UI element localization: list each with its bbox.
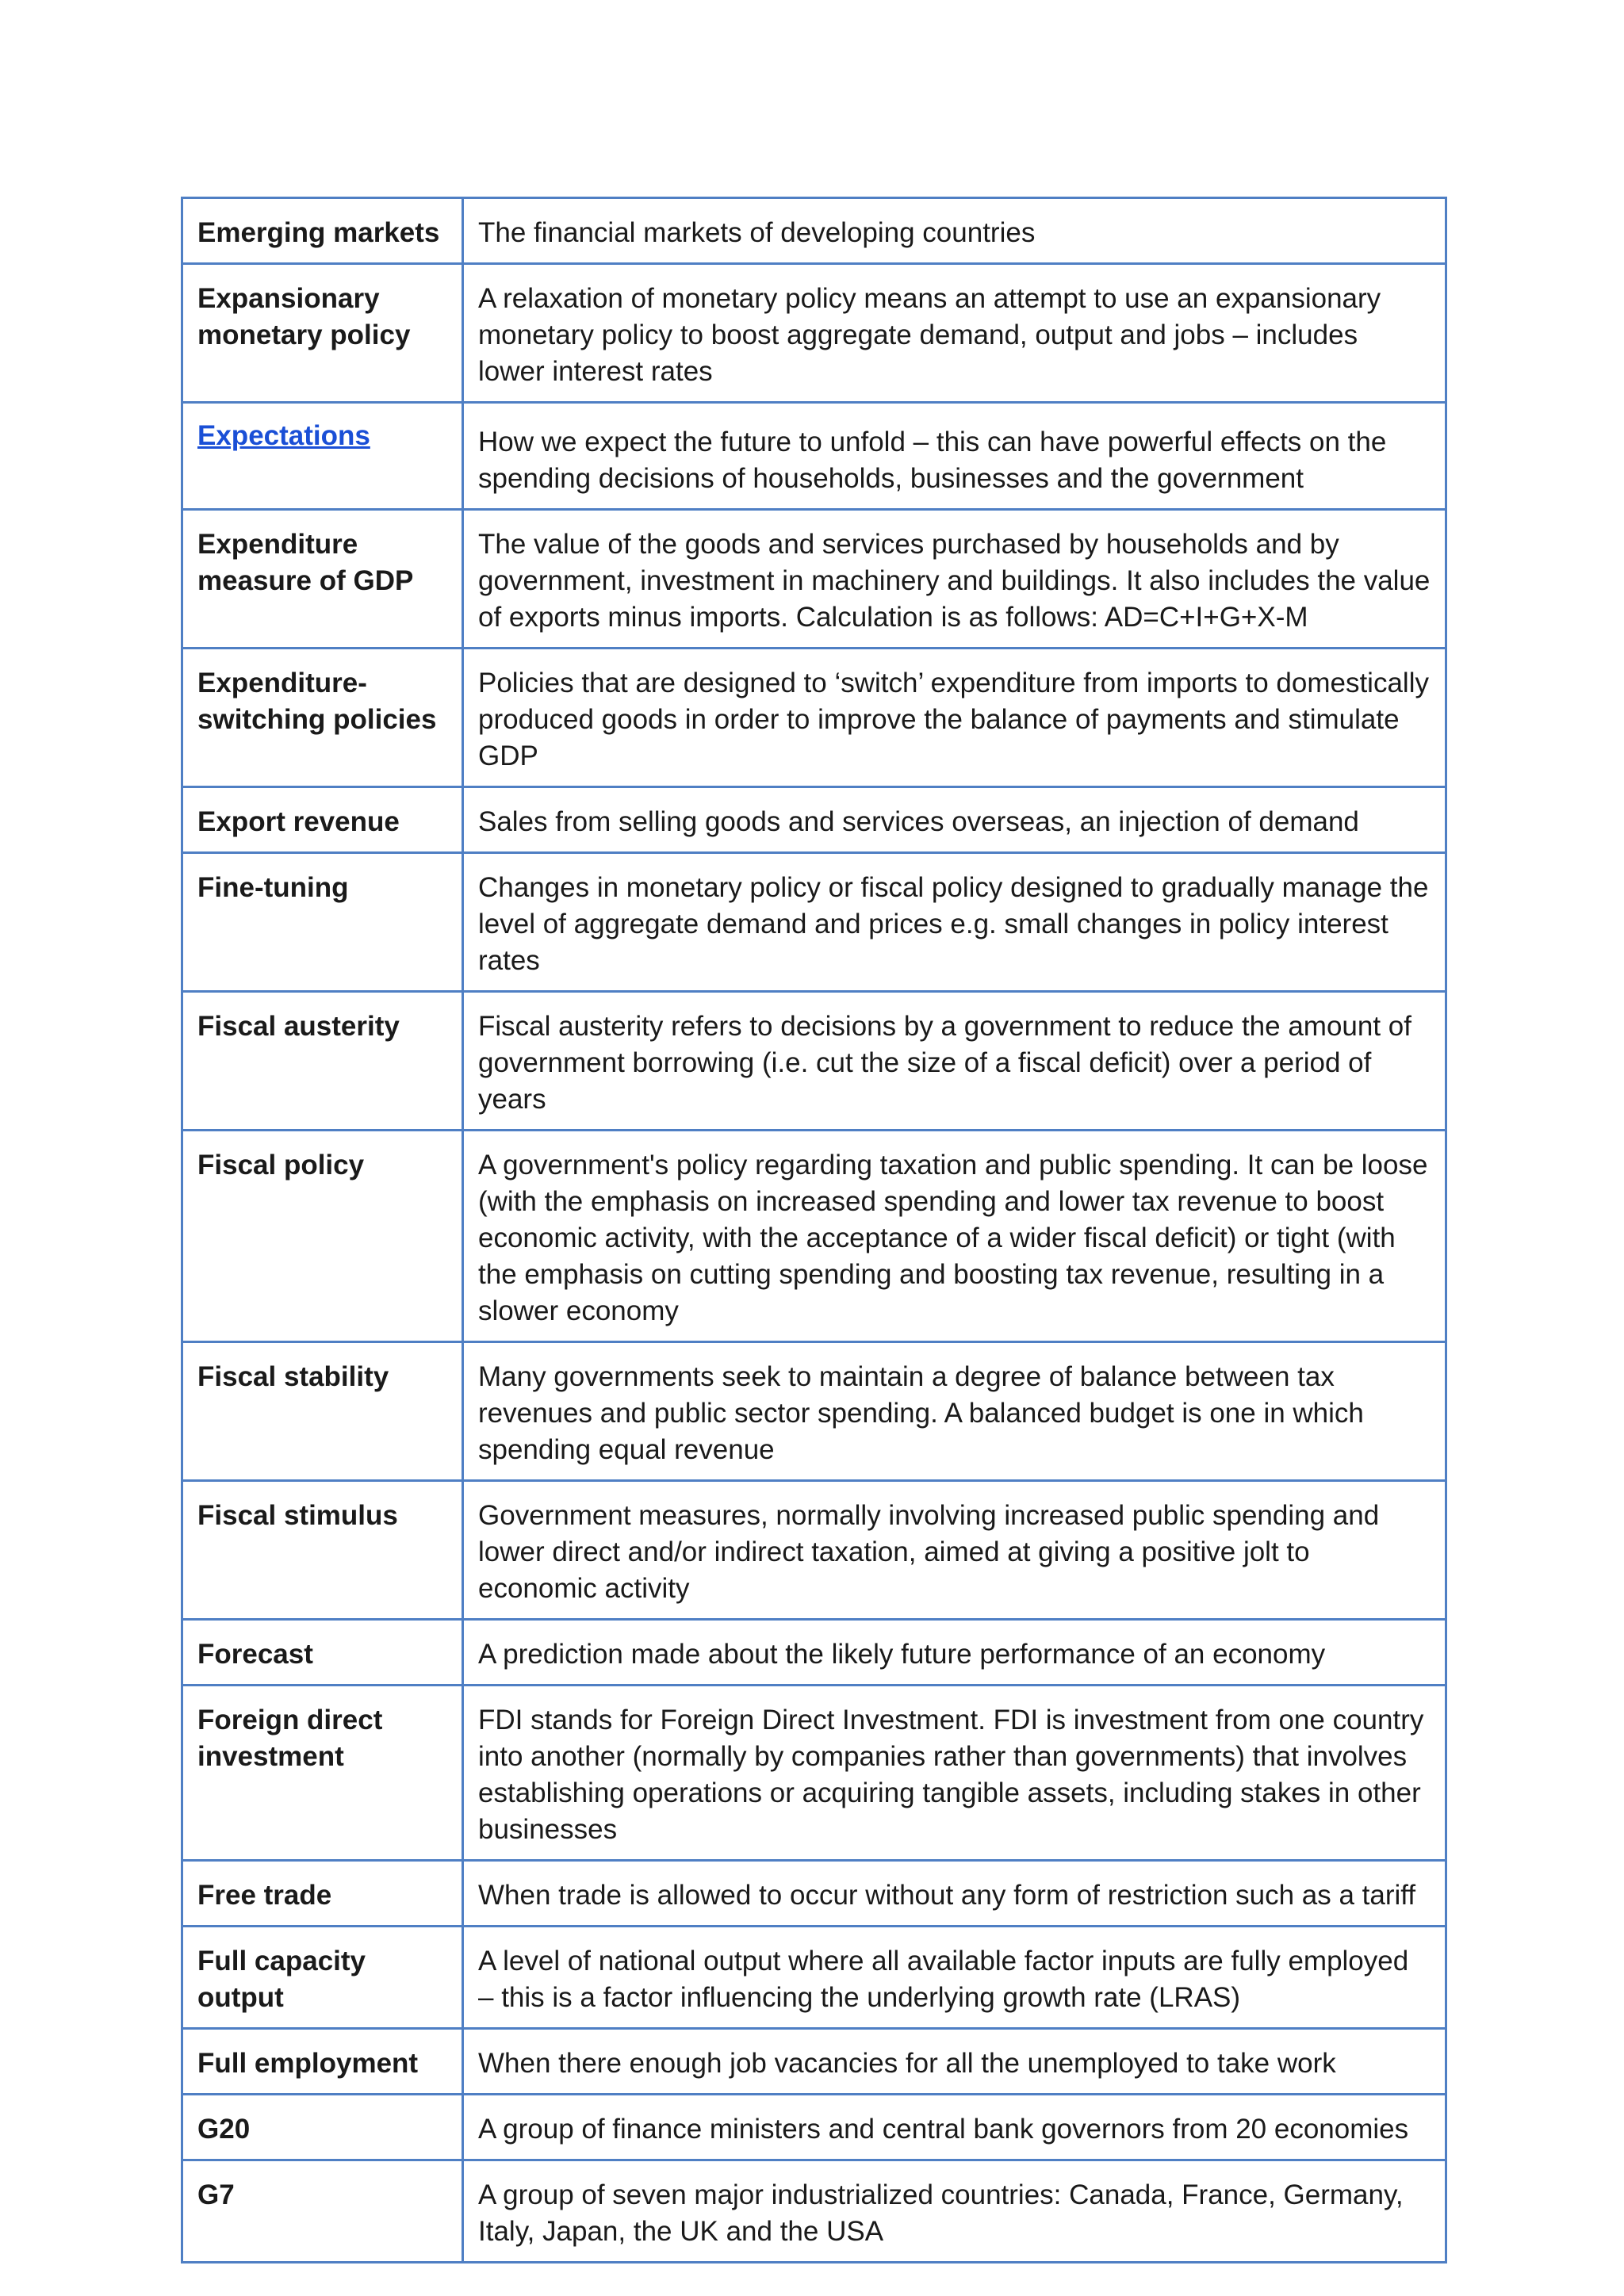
table-row — [182, 2095, 1446, 2160]
definition-cell: Many governments seek to maintain a degree of balance between tax revenues and public sector spending. A balanced budget is one in which spending equal revenue — [463, 1342, 1446, 1481]
term-cell: Full employment — [182, 2029, 463, 2095]
table-row — [182, 1342, 1446, 1481]
term-cell — [182, 403, 463, 510]
definition-cell: A level of national output where all available factor inputs are fully employed – this is a factor influencing the underlying growth rate (LRAS) — [463, 1927, 1446, 2029]
table-row — [182, 1131, 1446, 1342]
term-cell: Expenditure-switching policies — [182, 649, 463, 787]
term-cell: Forecast — [182, 1620, 463, 1686]
definition-cell: How we expect the future to unfold – this can have powerful effects on the spending decisions of households, businesses and the government — [463, 403, 1446, 510]
definition-cell: Government measures, normally involving increased public spending and lower direct and/or indirect taxation, aimed at giving a positive jolt to economic activity — [463, 1481, 1446, 1620]
table-row — [182, 1620, 1446, 1686]
table-row — [182, 2029, 1446, 2095]
table-row — [182, 787, 1446, 853]
table-row — [182, 198, 1446, 264]
table-row — [182, 1927, 1446, 2029]
definition-cell: FDI stands for Foreign Direct Investment. FDI is investment from one country into another (normally by companies rather than governments) that involves establishing operations or acquiring tangible assets, including stakes in other businesses — [463, 1686, 1446, 1861]
definition-cell: Sales from selling goods and services overseas, an injection of demand — [463, 787, 1446, 853]
term-cell: Fiscal policy — [182, 1131, 463, 1342]
term-cell: Export revenue — [182, 787, 463, 853]
definition-cell: Changes in monetary policy or fiscal policy designed to gradually manage the level of aggregate demand and prices e.g. small changes in policy interest rates — [463, 853, 1446, 992]
definition-cell: A government's policy regarding taxation and public spending. It can be loose (with the emphasis on increased spending and lower tax revenue to boost economic activity, with the acceptance of a wider fiscal deficit) or tight (with the emphasis on cutting spending and boosting tax revenue, resulting in a slower economy — [463, 1131, 1446, 1342]
definition-cell: A group of seven major industrialized countries: Canada, France, Germany, Italy, Japan, the UK and the USA — [463, 2160, 1446, 2263]
term-cell: Expenditure measure of GDP — [182, 510, 463, 649]
definition-cell: When there enough job vacancies for all the unemployed to take work — [463, 2029, 1446, 2095]
glossary-table — [181, 197, 1447, 2263]
definition-cell: A group of finance ministers and central bank governors from 20 economies — [463, 2095, 1446, 2160]
term-cell: Full capacity output — [182, 1927, 463, 2029]
table-row — [182, 264, 1446, 403]
table-row — [182, 853, 1446, 992]
term-cell: Fiscal austerity — [182, 992, 463, 1131]
term-cell: Fiscal stability — [182, 1342, 463, 1481]
table-row — [182, 1861, 1446, 1927]
table-row — [182, 2160, 1446, 2263]
term-cell: Emerging markets — [182, 198, 463, 264]
definition-cell: Policies that are designed to ‘switch’ expenditure from imports to domestically produced goods in order to improve the balance of payments and stimulate GDP — [463, 649, 1446, 787]
definition-cell: Fiscal austerity refers to decisions by a government to reduce the amount of government borrowing (i.e. cut the size of a fiscal deficit) over a period of years — [463, 992, 1446, 1131]
table-row — [182, 1686, 1446, 1861]
term-cell: G20 — [182, 2095, 463, 2160]
table-row — [182, 992, 1446, 1131]
table-row — [182, 510, 1446, 649]
definition-cell: When trade is allowed to occur without any form of restriction such as a tariff — [463, 1861, 1446, 1927]
definition-cell: The value of the goods and services purchased by households and by government, investment in machinery and buildings. It also includes the value of exports minus imports. Calculation is as follows: AD=C+I+G+X-M — [463, 510, 1446, 649]
table-row — [182, 1481, 1446, 1620]
definition-cell: A prediction made about the likely future performance of an economy — [463, 1620, 1446, 1686]
definition-cell: A relaxation of monetary policy means an attempt to use an expansionary monetary policy to boost aggregate demand, output and jobs – includes lower interest rates — [463, 264, 1446, 403]
term-cell: Fine-tuning — [182, 853, 463, 992]
term-cell: G7 — [182, 2160, 463, 2263]
definition-cell: The financial markets of developing countries — [463, 198, 1446, 264]
term-cell: Expansionary monetary policy — [182, 264, 463, 403]
expectations-link[interactable]: Expectations — [197, 420, 370, 451]
term-cell: Foreign direct investment — [182, 1686, 463, 1861]
table-row — [182, 403, 1446, 510]
table-row — [182, 649, 1446, 787]
term-cell: Fiscal stimulus — [182, 1481, 463, 1620]
term-cell: Free trade — [182, 1861, 463, 1927]
